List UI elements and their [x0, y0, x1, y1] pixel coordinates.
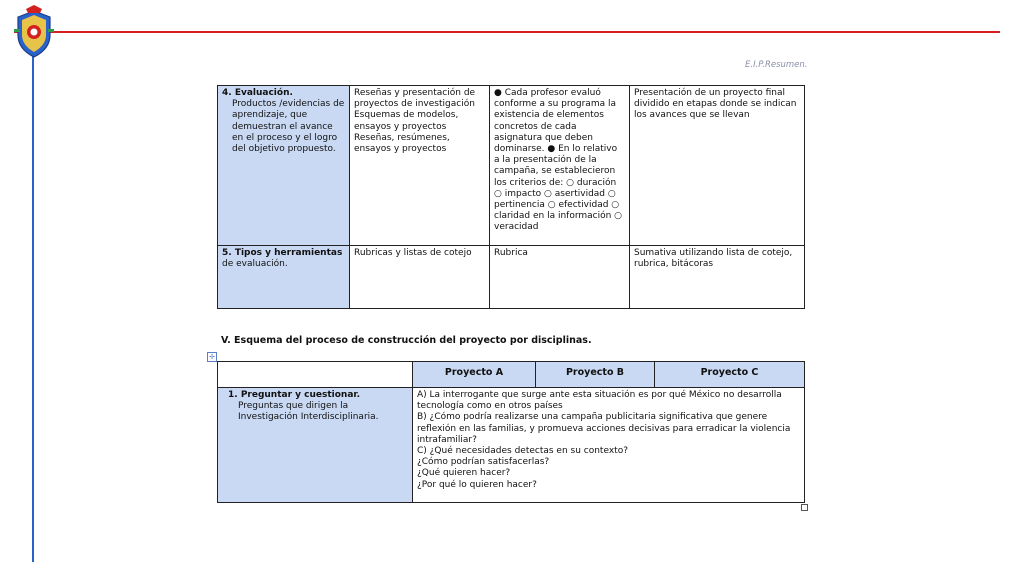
- row-label-bold: 5. Tipos y herramientas: [222, 248, 343, 258]
- header-project-c: Proyecto C: [655, 362, 805, 388]
- question-line: ¿Por qué lo quieren hacer?: [417, 479, 537, 490]
- evaluation-table: [217, 85, 805, 309]
- question-line: B) ¿Cómo podría realizarse una campaña publicitaria significativa que genere reflexión en las familias, y promueva acciones decisivas para erradicar la violencia intrafamiliar?: [417, 412, 791, 445]
- row-label-cell: [218, 246, 350, 309]
- school-seal-icon: [12, 5, 56, 59]
- table-cell: Presentación de un proyecto final dividido en etapas donde se indican los avances que se llevan: [630, 86, 805, 246]
- question-line: ¿Qué quieren hacer?: [417, 468, 511, 479]
- header-rule: [14, 31, 1000, 33]
- question-line: ¿Cómo podrían satisfacerlas?: [417, 457, 550, 468]
- table-row: [218, 246, 805, 309]
- document-header-note: E.I.P.Resumen.: [745, 60, 808, 70]
- table-header-row: [218, 362, 805, 388]
- row-label-title: 4. Evaluación.: [222, 88, 293, 98]
- table-resize-icon[interactable]: [801, 504, 808, 511]
- question-line: C) ¿Qué necesidades detectas en su contexto?: [417, 446, 628, 457]
- margin-rule: [32, 30, 34, 562]
- header-project-b: Proyecto B: [536, 362, 655, 388]
- project-scheme-table: [217, 361, 805, 503]
- row-label-body: Productos /evidencias de aprendizaje, que demuestran el avance en el proceso y el logro del objetivo propuesto.: [232, 99, 345, 155]
- table-move-icon[interactable]: ✢: [207, 352, 217, 362]
- table-cell: Sumativa utilizando lista de cotejo, rubrica, bitácoras: [630, 246, 805, 309]
- table-cell: Reseñas y presentación de proyectos de investigación Esquemas de modelos, ensayos y proyectos Reseñas, resúmenes, ensayos y proyectos: [350, 86, 490, 246]
- row-label-cell: [218, 86, 350, 246]
- row-label-title: 1. Preguntar y cuestionar.: [228, 390, 360, 400]
- question-line: A) La interrogante que surge ante esta situación es por qué México no desarrolla tecnología como en otros países: [417, 390, 782, 412]
- row-label-body: Preguntas que dirigen la Investigación Interdisciplinaria.: [238, 401, 379, 423]
- header-project-a: Proyecto A: [413, 362, 536, 388]
- row-label-cell: [218, 388, 413, 503]
- row-label-rest: de evaluación.: [222, 259, 288, 270]
- header-empty-cell: [218, 362, 413, 388]
- table-cell: ● Cada profesor evaluó conforme a su programa la existencia de elementos concretos de cada asignatura que deben dominarse. ● En lo relativo a la presentación de la campaña, se establecieron los criterios de: ○ duración ○ impacto ○ asertividad ○ pertinencia ○ efectividad ○ claridad en la información ○ veracidad: [490, 86, 630, 246]
- table-row: [218, 388, 805, 503]
- questions-cell: [413, 388, 805, 503]
- table-cell: Rubricas y listas de cotejo: [350, 246, 490, 309]
- table-row: [218, 86, 805, 246]
- table-cell: Rubrica: [490, 246, 630, 309]
- section-title: V. Esquema del proceso de construcción del proyecto por disciplinas.: [221, 335, 592, 346]
